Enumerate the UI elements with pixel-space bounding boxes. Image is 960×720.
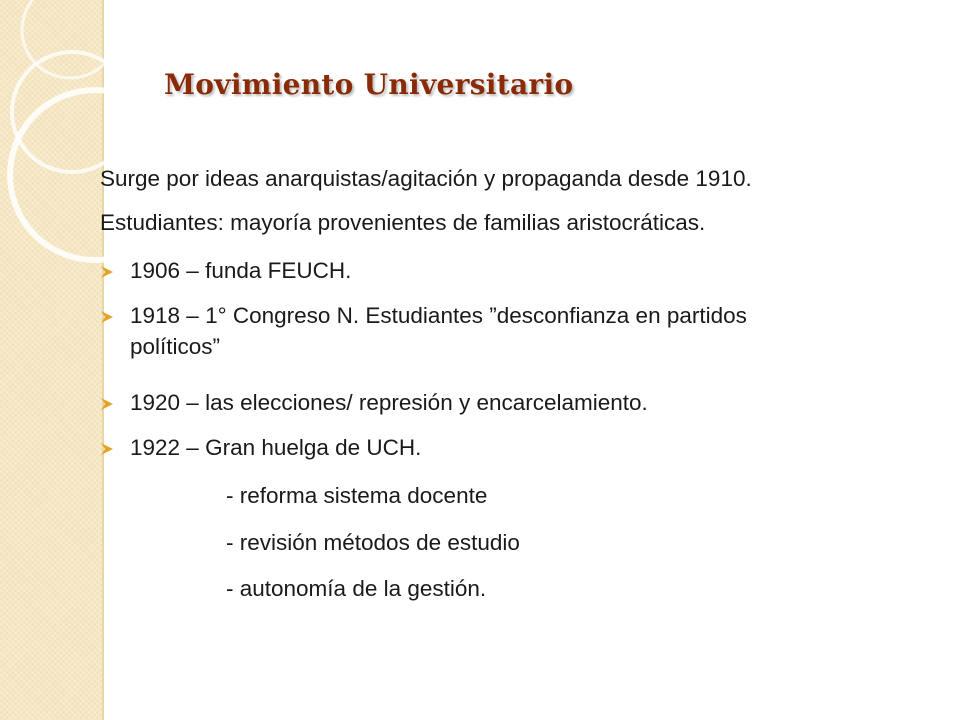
arrowhead-bullet-icon (100, 442, 114, 456)
arrowhead-bullet-icon (100, 310, 114, 324)
slide-content (100, 0, 940, 720)
sub-item-autonomia: - autonomía de la gestión. (226, 576, 487, 601)
sub-item-revision: - revisión métodos de estudio (226, 530, 520, 555)
bullet-text: 1918 – 1° Congreso N. Estudiantes ”desconfianza en partidos (130, 303, 747, 328)
bullet-text: 1920 – las elecciones/ represión y encarcelamiento. (130, 390, 648, 415)
bullet-text: 1906 – funda FEUCH. (130, 258, 352, 283)
paragraph-students: Estudiantes: mayoría provenientes de familias aristocráticas. (100, 210, 706, 235)
paragraph-origin: Surge por ideas anarquistas/agitación y propaganda desde 1910. (100, 166, 752, 191)
sub-item-reforma: - reforma sistema docente (226, 483, 488, 508)
bullet-text: 1922 – Gran huelga de UCH. (130, 435, 422, 460)
arrowhead-bullet-icon (100, 265, 114, 279)
arrowhead-bullet-icon (100, 397, 114, 411)
decorative-side-panel (0, 0, 104, 720)
slide-title: Movimiento Universitario (164, 68, 574, 101)
bullet-text-continuation: políticos” (130, 334, 221, 359)
